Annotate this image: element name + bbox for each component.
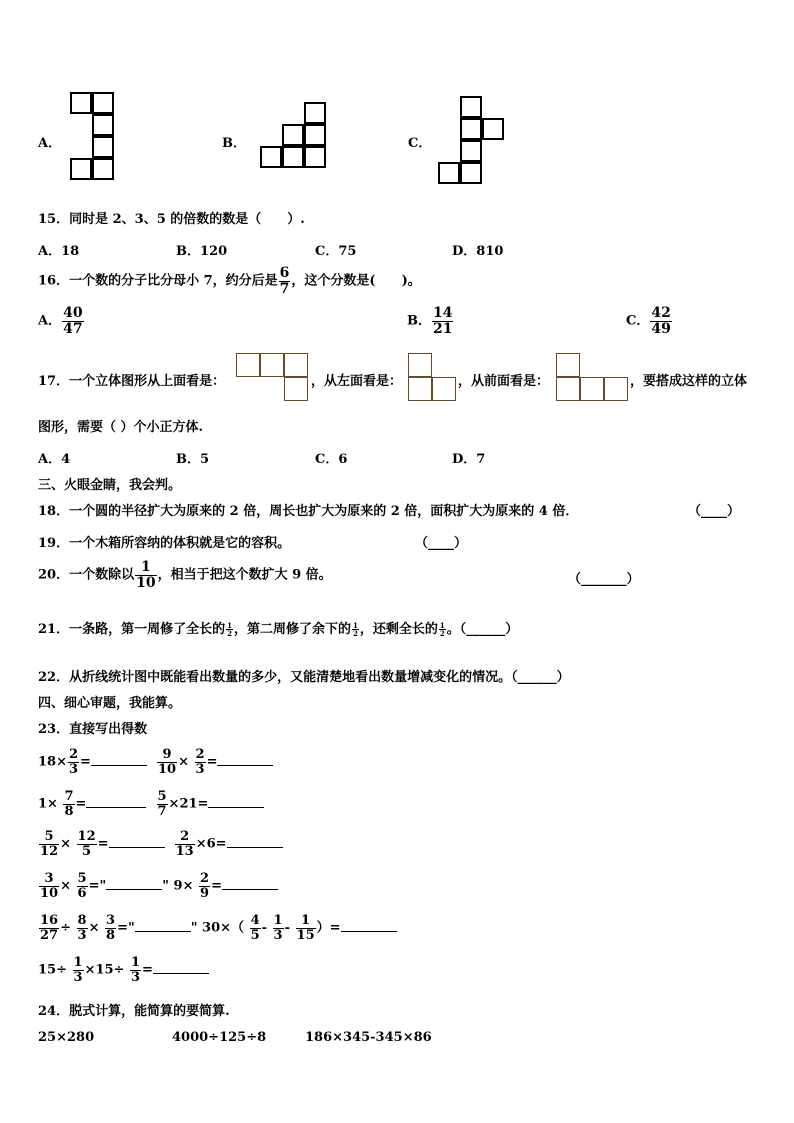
q17-line2: 图形，需要（ ）个小正方体. <box>38 420 204 435</box>
fraction: $\frac{4}{5}$ <box>250 913 260 943</box>
q19-answer-blank[interactable]: （____） <box>415 536 468 551</box>
answer-blank <box>86 807 146 808</box>
calc-row-4: $\frac{3}{10}$ × $\frac{5}{6}$ =" " 9× $\frac{2}{9}$ = <box>38 872 278 900</box>
grid-square <box>304 124 326 146</box>
grid-square <box>92 136 114 158</box>
figure-b <box>260 102 328 170</box>
option-a-label: A． <box>38 136 62 151</box>
calc-row-5: $\frac{16}{27}$ ÷ $\frac{8}{3}$ × $\frac{3}{8}$ =" " 30×（ $\frac{4}{5}$ - $\frac{1}{3}$ - $\frac{1}{15}$ ）= <box>38 914 397 942</box>
fraction: $\frac{3}{8}$ <box>106 913 116 943</box>
option-b-label: B． <box>222 136 246 151</box>
answer-blank <box>91 765 147 766</box>
figure-c <box>438 96 506 186</box>
grid-square <box>556 377 580 401</box>
q17-part4: ，要搭成这样的立体 <box>630 374 748 389</box>
fraction: $\frac{1}{15}$ <box>296 913 315 943</box>
grid-square <box>282 124 304 146</box>
q16-option-a: A． $\frac{40}{47}$ <box>38 305 83 337</box>
grid-square <box>70 92 92 114</box>
q19-text: 19．一个木箱所容纳的体积就是它的容积。 <box>38 536 291 551</box>
q18-text: 18．一个圆的半径扩大为原来的 2 倍，周长也扩大为原来的 2 倍，面积扩大为原来的 4 倍． <box>38 504 579 519</box>
fraction: $\frac{2}{3}$ <box>68 747 79 777</box>
grid-square <box>438 162 460 184</box>
fraction: $\frac{42}{49}$ <box>651 305 671 337</box>
grid-square <box>260 353 284 377</box>
fraction: $\frac{6}{7}$ <box>279 265 290 297</box>
fraction: $\frac{1}{2}$ <box>352 620 358 638</box>
q22-text: 22．从折线统计图中既能看出数量的多少，又能清楚地看出数量增减变化的情况。（______） <box>38 670 570 685</box>
grid-square <box>604 377 628 401</box>
grid-square <box>460 118 482 140</box>
q16-stem: 16．一个数的分子比分母小 7，约分后是 $\frac{6}{7}$ ，这个分数是( )。 <box>38 265 421 297</box>
fraction: $\frac{9}{10}$ <box>158 747 177 777</box>
answer-blank <box>109 847 165 848</box>
fraction: $\frac{2}{13}$ <box>175 829 194 859</box>
q24-expr-1: 25×280 <box>38 1030 95 1045</box>
fraction: $\frac{3}{10}$ <box>40 871 59 901</box>
grid-square <box>432 377 456 401</box>
fraction: $\frac{16}{27}$ <box>40 913 59 943</box>
grid-square <box>282 146 304 168</box>
q24-expr-3: 186×345-345×86 <box>305 1030 432 1045</box>
fraction: $\frac{1}{10}$ <box>136 559 156 591</box>
q15-option-b: B．120 <box>176 244 228 259</box>
grid-square <box>284 353 308 377</box>
grid-square <box>556 353 580 377</box>
q17-part1: 17．一个立体图形从上面看是： <box>38 374 226 389</box>
fraction: $\frac{12}{5}$ <box>77 829 96 859</box>
fraction: $\frac{2}{3}$ <box>195 747 205 777</box>
grid-square <box>460 162 482 184</box>
fraction: $\frac{2}{9}$ <box>200 871 210 901</box>
answer-blank <box>227 847 283 848</box>
grid-square <box>304 102 326 124</box>
q17-option-a: A．4 <box>38 452 71 467</box>
calc-row-6: 15÷ $\frac{1}{3}$ ×15÷ $\frac{1}{3}$ = <box>38 956 209 984</box>
calc-row-3: $\frac{5}{12}$ × $\frac{12}{5}$ = $\frac{2}{13}$ ×6= <box>38 830 283 858</box>
answer-blank <box>106 889 162 890</box>
answer-blank <box>208 807 264 808</box>
answer-blank <box>153 973 209 974</box>
grid-square <box>92 158 114 180</box>
grid-square <box>284 377 308 401</box>
q23-title: 23．直接写出得数 <box>38 722 148 737</box>
q16-option-c: C． $\frac{42}{49}$ <box>626 305 671 337</box>
calc-row-1: 18× $\frac{2}{3}$ = $\frac{9}{10}$ × $\frac{2}{3}$ = <box>38 748 273 776</box>
fraction: $\frac{1}{2}$ <box>439 620 445 638</box>
q15-stem: 15．同时是 2、3、5 的倍数的数是（ ）. <box>38 212 305 227</box>
figure-a <box>70 92 116 184</box>
grid-square <box>260 146 282 168</box>
left-view-figure <box>408 353 458 403</box>
answer-blank <box>217 765 273 766</box>
q15-option-c: C．75 <box>315 244 357 259</box>
fraction: $\frac{7}{8}$ <box>64 789 74 819</box>
fraction: $\frac{5}{12}$ <box>40 829 59 859</box>
q17-part2: ，从左面看是： <box>311 374 403 389</box>
q17-part3: ，从前面看是： <box>458 374 550 389</box>
answer-blank <box>222 889 278 890</box>
grid-square <box>580 377 604 401</box>
fraction: $\frac{8}{3}$ <box>77 913 87 943</box>
fraction: $\frac{5}{7}$ <box>157 789 167 819</box>
fraction: $\frac{1}{3}$ <box>73 955 83 985</box>
grid-square <box>460 140 482 162</box>
grid-square <box>92 92 114 114</box>
q20-text: 20．一个数除以 $\frac{1}{10}$ ，相当于把这个数扩大 9 倍。 <box>38 559 332 591</box>
answer-blank <box>135 931 191 932</box>
q24-expr-2: 4000÷125÷8 <box>172 1030 267 1045</box>
q18-answer-blank[interactable]: （____） <box>688 504 741 519</box>
q17-option-d: D．7 <box>452 452 486 467</box>
grid-square <box>70 158 92 180</box>
grid-square <box>236 353 260 377</box>
q21-text: 21．一条路，第一周修了全长的 $\frac{1}{2}$ ，第二周修了余下的 $\frac{1}{2}$ ，还剩全长的 $\frac{1}{2}$ 。（______） <box>38 620 519 638</box>
q16-option-b: B． $\frac{14}{21}$ <box>407 305 453 337</box>
q17-option-b: B．5 <box>176 452 210 467</box>
q15-option-d: D．810 <box>452 244 504 259</box>
grid-square <box>482 118 504 140</box>
q17-option-c: C．6 <box>315 452 348 467</box>
q24-title: 24．脱式计算，能简算的要简算. <box>38 1004 230 1019</box>
grid-square <box>92 114 114 136</box>
fraction: $\frac{40}{47}$ <box>63 305 83 337</box>
fraction: $\frac{1}{3}$ <box>130 955 141 985</box>
top-view-figure <box>236 353 310 403</box>
answer-blank <box>341 931 397 932</box>
section-4-heading: 四、细心审题，我能算。 <box>38 696 182 711</box>
grid-square <box>408 377 432 401</box>
q15-option-a: A．18 <box>38 244 80 259</box>
fraction: $\frac{14}{21}$ <box>433 305 453 337</box>
fraction: $\frac{1}{2}$ <box>227 620 232 638</box>
grid-square <box>460 96 482 118</box>
grid-square <box>408 353 432 377</box>
front-view-figure <box>556 353 630 403</box>
grid-square <box>304 146 326 168</box>
calc-row-2: 1× $\frac{7}{8}$ = $\frac{5}{7}$ ×21= <box>38 790 264 818</box>
fraction: $\frac{5}{6}$ <box>77 871 87 901</box>
q20-answer-blank[interactable]: （_______） <box>568 572 640 587</box>
fraction: $\frac{1}{3}$ <box>273 913 283 943</box>
option-c-label: C． <box>408 136 432 151</box>
section-3-heading: 三、火眼金睛，我会判。 <box>38 478 182 493</box>
